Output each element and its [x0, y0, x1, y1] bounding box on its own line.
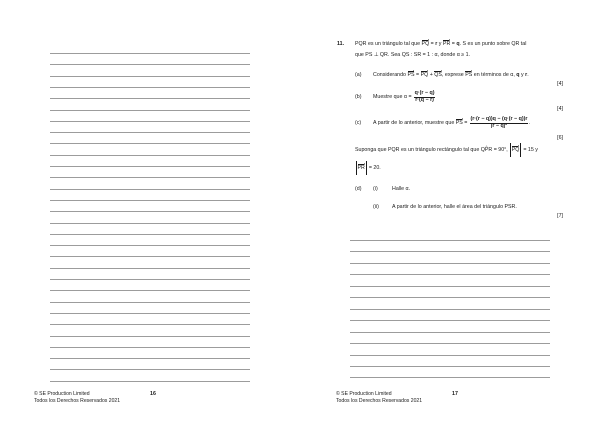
part-a-marks: [4] — [557, 81, 563, 87]
answer-line — [50, 302, 250, 303]
answer-line — [50, 234, 250, 235]
part-c-text — [373, 117, 530, 129]
intro-text — [355, 52, 470, 58]
part-b-statement — [373, 94, 413, 100]
answer-line — [50, 223, 250, 224]
part-b-text — [373, 91, 436, 103]
answer-line — [350, 251, 550, 252]
text-run: y — [519, 72, 526, 78]
answer-line — [50, 110, 250, 111]
rights-line: Todos los Derechos Reservados 2021 — [34, 398, 121, 404]
text-run: . — [527, 72, 529, 78]
answer-line — [50, 132, 250, 133]
text-run: A partir de lo anterior, muestre que — [373, 120, 456, 127]
text-run: en términos de α, — [472, 72, 517, 78]
answer-line — [50, 121, 250, 122]
answer-line — [350, 240, 550, 241]
part-d-i-text: Halle α. — [392, 186, 411, 192]
supposition-text — [367, 165, 380, 171]
answer-line — [50, 177, 250, 178]
footer — [336, 391, 422, 405]
answer-line — [350, 320, 550, 321]
answer-line — [50, 53, 250, 54]
footer — [34, 391, 120, 405]
bold-symbol: r — [525, 72, 528, 78]
part-a-statement — [373, 72, 529, 78]
answer-line — [350, 263, 550, 264]
text-run: = — [429, 41, 436, 47]
part-c-statement — [373, 120, 469, 126]
answer-line — [50, 166, 250, 167]
answer-line — [350, 286, 550, 287]
answer-line — [350, 309, 550, 310]
text-run: (r·(r − q))q − (q·(r − q))r — [470, 116, 528, 122]
supposition-line-2 — [355, 161, 381, 175]
answer-line — [50, 268, 250, 269]
answer-line — [50, 381, 250, 382]
text-run: |r − q|² — [490, 123, 507, 129]
bold-symbol: q — [456, 41, 460, 47]
text-run: , exprese — [441, 72, 466, 78]
supposition-text — [355, 147, 509, 153]
vector-symbol: PS — [465, 72, 473, 78]
vector-symbol: PR — [442, 41, 451, 47]
part-d-ii-text: A partir de lo anterior, halle el área del triángulo PSR. — [392, 204, 517, 210]
part-c-period — [529, 120, 530, 126]
page-number: 17 — [452, 391, 458, 397]
answer-line — [350, 366, 550, 367]
question-intro-line-2 — [355, 52, 470, 58]
answer-line — [350, 274, 550, 275]
answer-line — [50, 155, 250, 156]
alpha-fraction — [414, 91, 435, 103]
answer-line — [50, 211, 250, 212]
vector-symbol: PR — [357, 165, 365, 171]
part-c-label: (c) — [355, 120, 362, 126]
ps-fraction — [470, 116, 531, 129]
answer-line — [350, 343, 550, 344]
supposition-line-1 — [355, 143, 538, 157]
text-run: = 20. — [367, 165, 381, 171]
text-run: = — [462, 120, 469, 127]
answer-line — [50, 290, 250, 291]
copyright-line: © SE Production Limited — [336, 391, 392, 397]
text-run: Suponga que PQR es un triángulo rectángulo tal que QP̂R = 90°, — [355, 147, 510, 153]
answer-line — [50, 245, 250, 246]
supposition-text — [522, 147, 538, 153]
bold-symbol: q — [516, 72, 520, 78]
part-d-label: (d) — [355, 186, 362, 192]
answer-line — [50, 256, 250, 257]
text-run: Muestre que α = — [373, 94, 414, 101]
text-run: PQR es un triángulo tal que — [355, 41, 422, 47]
answer-line — [350, 377, 550, 378]
text-run: . — [529, 120, 531, 127]
text-run: r·(q − r) — [415, 97, 434, 103]
fraction-denominator — [491, 124, 507, 130]
text-run: = 15 y — [521, 147, 538, 153]
answer-line — [50, 76, 250, 77]
question-number: 11. — [337, 41, 345, 47]
text-run: = — [450, 41, 457, 47]
text-run: que PS ⊥ QR. Sea QS : SR = 1 : α, donde α ≥ 1. — [355, 52, 471, 58]
answer-line — [50, 313, 250, 314]
copyright-line: © SE Production Limited — [34, 391, 90, 397]
part-c-marks: [6] — [557, 135, 563, 141]
answer-line — [50, 64, 250, 65]
vector-symbol: QS — [434, 72, 442, 78]
part-b-marks: [4] — [557, 106, 563, 112]
page-17 — [300, 0, 600, 424]
text-run: + — [428, 72, 435, 78]
vector-symbol: PQ — [511, 147, 520, 153]
answer-line — [50, 358, 250, 359]
answer-line — [350, 355, 550, 356]
page-number: 16 — [150, 391, 156, 397]
vector-symbol: PS — [407, 72, 415, 78]
text-run: = — [414, 72, 421, 78]
answer-line — [50, 189, 250, 190]
part-d-i-label: (i) — [373, 186, 378, 192]
answer-line — [350, 297, 550, 298]
magnitude-pr — [356, 161, 367, 175]
text-run: q·(r − q) — [414, 90, 435, 96]
magnitude-pq — [510, 143, 522, 157]
part-d-ii-label: (ii) — [373, 204, 379, 210]
answer-line — [50, 324, 250, 325]
fraction-denominator — [415, 98, 434, 104]
question-intro-line-1 — [355, 41, 526, 47]
vector-symbol: PQ — [420, 72, 429, 78]
answer-line — [350, 332, 550, 333]
text-run: y — [437, 41, 443, 47]
intro-text — [355, 41, 526, 47]
part-a-label: (a) — [355, 72, 362, 78]
answer-line — [50, 369, 250, 370]
text-run: . S es un punto sobre QR tal — [459, 41, 527, 47]
answer-line — [50, 98, 250, 99]
answer-line — [50, 347, 250, 348]
part-a-text — [373, 72, 529, 78]
answer-line — [50, 87, 250, 88]
vector-symbol: PQ — [421, 41, 430, 47]
answer-line — [50, 336, 250, 337]
part-b-label: (b) — [355, 94, 362, 100]
part-d-marks: [7] — [557, 213, 563, 219]
answer-line — [50, 279, 250, 280]
answer-line — [50, 143, 250, 144]
vector-symbol: PS — [455, 120, 463, 127]
bold-symbol: r — [435, 41, 438, 47]
rights-line: Todos los Derechos Reservados 2021 — [336, 398, 423, 404]
text-run: Considerando — [373, 72, 408, 78]
answer-line — [50, 200, 250, 201]
